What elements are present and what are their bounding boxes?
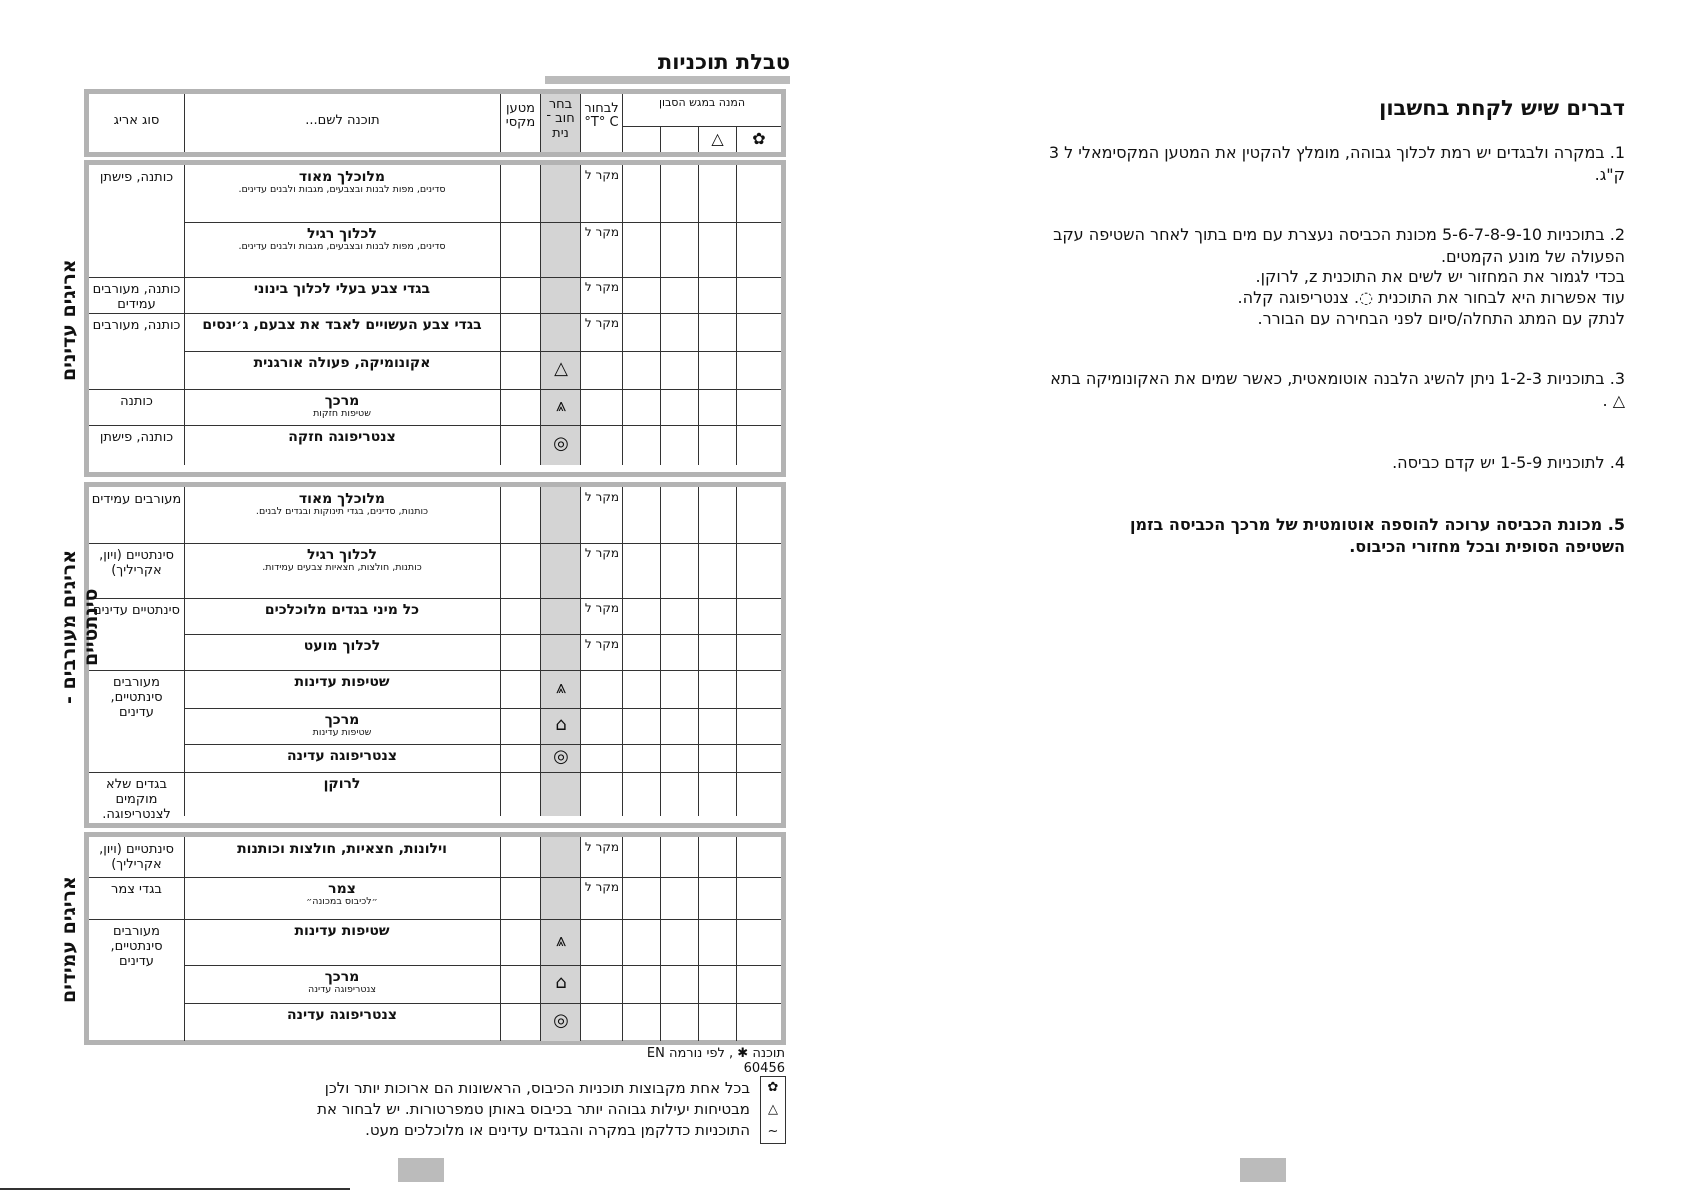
- program-name: לכלוך רגיל: [307, 547, 377, 563]
- program-desc: שטיפות עדינות: [294, 923, 390, 939]
- footnote: תוכנה ✱ , לפי נורמה EN 60456: [646, 1046, 785, 1076]
- fabric-cell: כותנה, פישתן: [99, 170, 174, 185]
- program-name: צמר: [328, 881, 356, 897]
- temp-cell: מקר ל: [584, 637, 619, 651]
- fabric-cell: מעורבים עמידים: [91, 492, 182, 507]
- program-cell: [188, 748, 496, 764]
- program-name: מלוכלך מאוד: [298, 491, 386, 507]
- fabric-cell: כותנה, פישתן: [99, 430, 174, 445]
- fabric-cell: בגדי צמר: [111, 882, 162, 897]
- program-cell: [188, 355, 496, 371]
- program-desc: ״לכיבוס במכונה״: [306, 896, 378, 908]
- program-desc: וילונות, חצאיות, חולצות וכותנות: [237, 841, 447, 857]
- temp-cell: מקר ל: [584, 316, 619, 330]
- program-desc: כותנות, חולצות, חצאיות צבעים עמידות.: [262, 562, 422, 574]
- fabric-cell: מעורבים סינתטיים, עדינים: [110, 924, 163, 969]
- table-header: [84, 89, 786, 157]
- fabric-cell: סינתטיים (ויון, אקריליך): [99, 548, 174, 578]
- program-cell: [188, 712, 496, 739]
- program-cell: [188, 674, 496, 690]
- program-desc: סדינים, מפות לבנות ובצבעים, מגבות ולבנים עדינים.: [238, 241, 446, 253]
- program-cell: [188, 776, 496, 792]
- temp-cell: מקר ל: [584, 546, 619, 560]
- fabric-cell: סינתטיים (ויון, אקריליך): [99, 842, 174, 872]
- cotton-icon: ✿: [767, 1080, 779, 1095]
- program-cell: [188, 638, 496, 654]
- program-desc: כותנות, סדינים, בגדי תינוקות ובגדים לבנים.: [255, 506, 429, 518]
- program-cell: [188, 923, 496, 939]
- program-name: מרכך: [324, 712, 360, 728]
- note-item-2b: בכדי לגמור את המחזור יש לשים את התוכנית z, לרוקן.: [1255, 267, 1625, 286]
- program-cell: [188, 1007, 496, 1023]
- program-cell: [188, 547, 496, 574]
- program-desc: צנטריפוגה חזקה: [288, 429, 396, 445]
- flower-icon: ✿: [752, 129, 766, 148]
- program-cell: [188, 881, 496, 908]
- program-desc: בגדי צבע העשויים לאבד את צבעם, ג׳ינסים: [202, 317, 482, 333]
- bottom-rule: [0, 1188, 350, 1190]
- program-symbol-icon: ⌂: [555, 972, 567, 993]
- page-title: טבלת תוכניות: [657, 50, 790, 74]
- program-symbol-icon: ⩓: [555, 930, 567, 951]
- header-program-select: בחר חוב ־נית: [546, 97, 575, 141]
- note-paragraph: בכל אחת מקבוצות תוכניות הכיבוס, הראשונות הם ארוכות יותר ולכן מבטיחות יעילות גבוהה יותר בכיבוס באותן טמפרטורות. יש לבחור את התוכניות כדלקמן במקרה והבגדים עדינים או מלוכלכים מעט.: [317, 1079, 750, 1139]
- synthetic-icon: △: [768, 1102, 778, 1117]
- program-symbol-icon: ⩓: [555, 677, 567, 698]
- fabric-cell: בגדים שלא מוקמים לצנטריפוגה.: [102, 777, 171, 822]
- program-desc: צנטריפוגה עדינה: [287, 748, 397, 764]
- program-cell: [188, 429, 496, 445]
- program-name: מרכך: [324, 969, 360, 985]
- program-symbol-icon: ◎: [553, 1010, 569, 1031]
- program-cell: [188, 969, 496, 996]
- header-temperature: לבחור T° C°: [584, 101, 619, 131]
- note-icons-box: [760, 1076, 786, 1144]
- note-item-2d: לנתק עם המתג התחלה/סיום לפני הבחירה עם הבורר.: [1257, 309, 1625, 328]
- header-fabric: סוג אריג: [113, 113, 160, 128]
- group-mixed-synthetic: [84, 482, 786, 828]
- program-desc: אקונומיקה, פעולה אורגנית: [253, 355, 431, 371]
- wool-icon: ~: [767, 1124, 779, 1139]
- side-label-mixed: אריגים מעורבים - סינתטיים: [58, 549, 102, 705]
- title-underline: [545, 76, 790, 84]
- program-cell: [188, 841, 496, 857]
- temp-cell: מקר ל: [584, 490, 619, 504]
- program-name: מלוכלך מאוד: [298, 169, 386, 185]
- side-label-durable: אריגים עמידים: [58, 876, 80, 1004]
- note-item-4: 4. לתוכניות 1-5-9 יש קדם כביסה.: [1392, 453, 1625, 472]
- program-cell: [188, 226, 496, 253]
- fabric-cell: סינתטיים עדינים: [93, 603, 180, 618]
- temp-cell: מקר ל: [584, 840, 619, 854]
- note-item-2c: עוד אפשרות היא לבחור את התוכנית ◌. צנטריפוגה קלה.: [1237, 288, 1625, 307]
- note-item-1: 1. במקרה ולבגדים יש רמת לכלוך גבוהה, מומלץ להקטין את המטען המקסימאלי ל 3 ק"ג.: [1048, 143, 1625, 184]
- program-cell: [188, 491, 496, 518]
- program-symbol-icon: ⩓: [555, 395, 567, 416]
- fabric-cell: כותנה, מעורבים: [92, 318, 181, 333]
- program-desc: צנטריפוגה עדינה: [287, 1007, 397, 1023]
- temp-cell: מקר ל: [584, 601, 619, 615]
- temp-cell: מקר ל: [584, 168, 619, 182]
- temp-cell: מקר ל: [584, 880, 619, 894]
- program-name: מרכך: [324, 393, 360, 409]
- program-symbol-icon: ⌂: [555, 714, 567, 735]
- group-delicate: [84, 160, 786, 477]
- program-desc: שטיפות חזקות: [313, 408, 371, 420]
- program-desc: שטיפות עדינות: [294, 674, 390, 690]
- program-desc: לרוקן: [323, 776, 361, 792]
- page-number-box-right: [1240, 1158, 1286, 1182]
- program-symbol-icon: ◎: [553, 746, 569, 767]
- triangle-icon: △: [711, 129, 724, 148]
- fabric-cell: מעורבים סינתטיים, עדינים: [110, 675, 163, 720]
- program-cell: [188, 281, 496, 297]
- program-desc: לכלוך מועט: [303, 638, 381, 654]
- group-durable: [84, 832, 786, 1045]
- fabric-cell: כותנה: [120, 394, 153, 409]
- note-item-5: 5. מכונת הכביסה ערוכה להוספה אוטומטית של מרכך הכביסה בזמן השטיפה הסופית ובכל מחזורי הכיבוס.: [1130, 515, 1625, 556]
- temp-cell: מקר ל: [584, 225, 619, 239]
- right-page-title: דברים שיש לקחת בחשבון: [1379, 96, 1625, 120]
- temp-cell: מקר ל: [584, 280, 619, 294]
- program-name: לכלוך רגיל: [307, 226, 377, 242]
- page-number-box-left: [398, 1158, 444, 1182]
- program-desc: צנטריפוגה עדינה: [307, 984, 377, 996]
- header-detergent: המנה במגש הסבון: [658, 96, 746, 109]
- program-desc: בגדי צבע בעלי לכלוך בינוני: [253, 281, 431, 297]
- header-max-load: מטען מקסי: [505, 101, 536, 131]
- program-cell: [188, 602, 496, 618]
- note-item-2: 2. בתוכניות 5-6-7-8-9-10 מכונת הכביסה נעצרת עם מים בתוך לאחר השטיפה עקב הפעולה של מונע הקמטים.: [1053, 225, 1625, 266]
- note-item-3: 3. בתוכניות 1-2-3 ניתן להשיג הלבנה אוטומאטית, כאשר שמים את האקונומיקה בתא △ .: [1050, 369, 1625, 410]
- program-cell: [188, 393, 496, 420]
- program-desc: שטיפות עדינות: [312, 727, 372, 739]
- program-cell: [188, 317, 496, 333]
- program-symbol-icon: △: [554, 358, 568, 379]
- program-desc: כל מיני בגדים מלוכלכים: [264, 602, 420, 618]
- program-symbol-icon: ◎: [553, 433, 569, 454]
- fabric-cell: כותנה, מעורבים עמידים: [92, 282, 181, 312]
- program-desc: סדינים, מפות לבנות ובצבעים, מגבות ולבנים עדינים.: [238, 184, 446, 196]
- side-label-delicate: אריגים עדינים: [58, 259, 80, 381]
- header-program: תוכנה לשם...: [305, 113, 380, 128]
- program-cell: [188, 169, 496, 196]
